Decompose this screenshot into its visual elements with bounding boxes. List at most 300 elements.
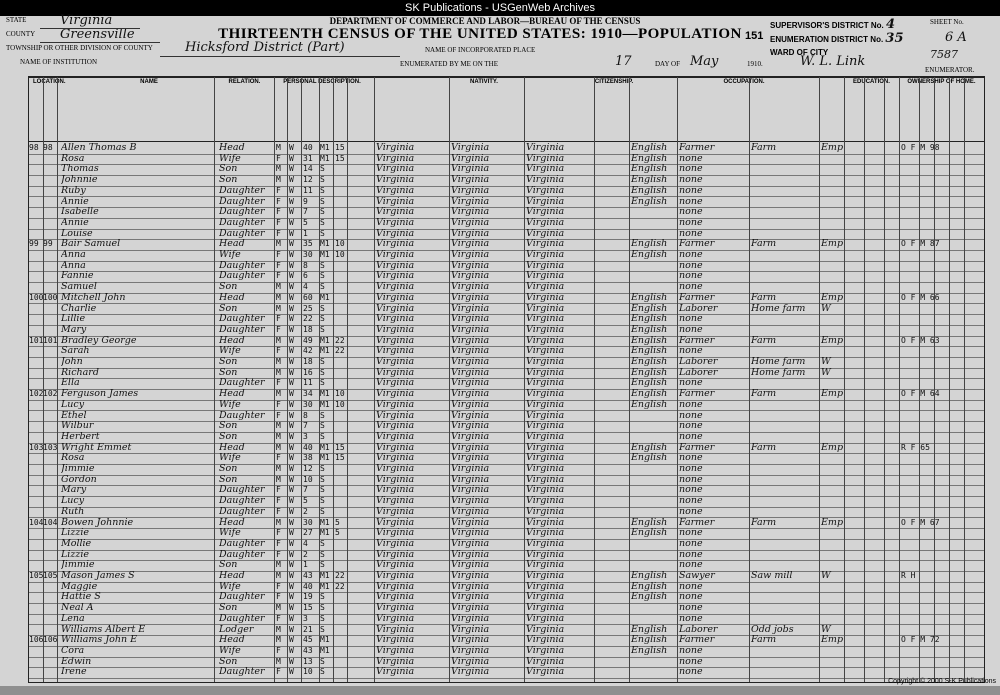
- cell-lang: [631, 207, 677, 218]
- cell-ms: S: [320, 485, 325, 495]
- cell-ind: [751, 560, 817, 571]
- column-rule: [749, 77, 750, 682]
- table-row: [29, 507, 984, 518]
- cell-age: 8: [303, 260, 308, 270]
- cell-lang: English: [631, 303, 668, 314]
- cell-birth: Virginia: [376, 421, 415, 432]
- cell-name: Rosa: [61, 153, 85, 164]
- col-personal: PERSONAL DESCRIPTION.: [283, 79, 361, 85]
- cell-fam: [43, 304, 57, 315]
- table-row: [29, 336, 984, 347]
- cell-yrs: [335, 421, 347, 432]
- cell-lang: English: [631, 175, 668, 186]
- cell-sex: F: [276, 217, 281, 227]
- cell-rel: Son: [219, 603, 238, 614]
- cell-age: 49: [303, 335, 313, 345]
- cell-lang: [631, 550, 677, 561]
- cell-rel: Head: [219, 335, 245, 346]
- cell-rel: Head: [219, 143, 245, 153]
- cell-lang: English: [631, 346, 668, 357]
- cell-ms: S: [320, 656, 325, 666]
- cell-emp: [821, 453, 843, 464]
- cell-race: W: [289, 346, 294, 356]
- cell-fbirth: Virginia: [451, 399, 490, 410]
- cell-sex: M: [276, 635, 281, 645]
- cell-fam: [43, 475, 57, 486]
- column-rule: [864, 77, 865, 682]
- cell-ms: M1: [320, 335, 330, 345]
- column-rule: [884, 77, 885, 682]
- table-row: [29, 250, 984, 261]
- cell-mbirth: Virginia: [526, 592, 565, 603]
- cell-fam: [43, 325, 57, 336]
- cell-emp: [821, 325, 843, 336]
- cell-mbirth: Virginia: [526, 645, 565, 656]
- cell-dw: [29, 378, 43, 389]
- cell-birth: Virginia: [376, 367, 415, 378]
- cell-ms: S: [320, 164, 325, 174]
- cell-fbirth: Virginia: [451, 185, 490, 196]
- cell-race: W: [289, 496, 294, 506]
- cell-ind: [751, 592, 817, 603]
- cell-fam: [43, 261, 57, 272]
- cell-fam: [43, 667, 57, 678]
- cell-mbirth: Virginia: [526, 496, 565, 507]
- cell-emp: [821, 614, 843, 625]
- cell-age: 14: [303, 164, 313, 174]
- cell-fbirth: Virginia: [451, 453, 490, 464]
- township-line: [160, 56, 400, 57]
- cell-lang: English: [631, 453, 668, 464]
- cell-emp: [821, 378, 843, 389]
- cell-lang: English: [631, 399, 668, 410]
- cell-fbirth: Virginia: [451, 143, 490, 153]
- cell-ind: [751, 346, 817, 357]
- column-rule: [57, 77, 58, 682]
- cell-lang: English: [631, 635, 668, 646]
- cell-ms: S: [320, 474, 325, 484]
- table-row: [29, 528, 984, 539]
- cell-sex: F: [276, 324, 281, 334]
- cell-mbirth: Virginia: [526, 667, 565, 678]
- cell-own: [901, 464, 981, 475]
- cell-race: W: [289, 635, 294, 645]
- col-name: NAME: [140, 79, 158, 85]
- month-value: May: [690, 54, 719, 69]
- cell-own: [901, 218, 981, 229]
- table-row: [29, 325, 984, 336]
- cell-yrs: [335, 485, 347, 496]
- cell-sex: M: [276, 357, 281, 366]
- cell-emp: [821, 411, 843, 422]
- cell-ms: S: [320, 357, 325, 366]
- cell-lang: [631, 411, 677, 422]
- cell-name: Rosa: [61, 453, 85, 464]
- cell-lang: English: [631, 239, 668, 250]
- table-row: [29, 186, 984, 197]
- cell-lang: English: [631, 196, 668, 207]
- cell-own: [901, 346, 981, 357]
- cell-own: [901, 411, 981, 422]
- cell-age: 30: [303, 399, 313, 409]
- department-heading: DEPARTMENT OF COMMERCE AND LABOR—BUREAU OF THE CENSUS: [329, 16, 641, 26]
- cell-rel: Son: [219, 357, 238, 367]
- cell-birth: Virginia: [376, 217, 415, 228]
- county-line: [40, 42, 160, 43]
- cell-own: [901, 550, 981, 561]
- cell-ms: M1: [320, 346, 330, 356]
- cell-birth: Virginia: [376, 335, 415, 346]
- cell-sex: F: [276, 399, 281, 409]
- cell-ms: M1: [320, 645, 330, 655]
- cell-mbirth: Virginia: [526, 260, 565, 271]
- cell-age: 1: [303, 228, 308, 238]
- cell-yrs: [335, 218, 347, 229]
- state-value: Virginia: [60, 13, 113, 28]
- cell-mbirth: Virginia: [526, 485, 565, 496]
- cell-name: Ferguson James: [61, 389, 139, 400]
- cell-dw: 100: [29, 292, 43, 302]
- cell-emp: [821, 485, 843, 496]
- cell-age: 7: [303, 207, 308, 217]
- cell-sex: M: [276, 335, 281, 345]
- cell-lang: English: [631, 367, 668, 378]
- cell-sex: F: [276, 581, 281, 591]
- cell-own: [901, 592, 981, 603]
- cell-fam: [43, 539, 57, 550]
- cell-fbirth: Virginia: [451, 271, 490, 282]
- cell-dw: 102: [29, 389, 43, 399]
- cell-fam: [43, 625, 57, 636]
- cell-lang: English: [631, 528, 668, 539]
- cell-yrs: [335, 164, 347, 175]
- enumerator-value: W. L. Link: [800, 54, 866, 69]
- cell-fam: [43, 207, 57, 218]
- cell-race: W: [289, 592, 294, 602]
- cell-emp: W: [821, 303, 831, 314]
- cell-fbirth: Virginia: [451, 367, 490, 378]
- cell-name: Johnnie: [61, 175, 98, 186]
- header-top-rule: [29, 77, 984, 78]
- cell-emp: W: [821, 624, 831, 635]
- township-label: TOWNSHIP OR OTHER DIVISION OF COUNTY: [6, 44, 153, 52]
- cell-dw: [29, 164, 43, 175]
- cell-occ: none: [679, 474, 703, 485]
- cell-ind: Odd jobs: [751, 624, 794, 635]
- cell-fam: [43, 646, 57, 657]
- table-row: [29, 614, 984, 625]
- cell-name: Irene: [61, 667, 87, 678]
- cell-mbirth: Virginia: [526, 389, 565, 400]
- cell-age: 10: [303, 667, 313, 677]
- cell-name: Herbert: [61, 431, 100, 442]
- cell-rel: Son: [219, 175, 238, 186]
- cell-age: 22: [303, 314, 313, 324]
- cell-occ: Farmer: [679, 442, 715, 453]
- cell-mbirth: Virginia: [526, 196, 565, 207]
- cell-own: R F 65: [901, 442, 930, 452]
- cell-dw: 99: [29, 239, 39, 249]
- cell-age: 45: [303, 635, 313, 645]
- cell-yrs: 10: [335, 239, 345, 249]
- cell-ms: M1: [320, 442, 330, 452]
- cell-fbirth: Virginia: [451, 517, 490, 528]
- cell-name: Allen Thomas B: [61, 143, 137, 153]
- cell-race: W: [289, 528, 294, 538]
- cell-ind: [751, 207, 817, 218]
- table-row: [29, 143, 984, 154]
- cell-own: [901, 304, 981, 315]
- cell-fam: [43, 229, 57, 240]
- cell-rel: Wife: [219, 453, 241, 464]
- cell-sex: F: [276, 613, 281, 623]
- cell-sex: F: [276, 153, 281, 163]
- table-row: [29, 518, 984, 529]
- cell-occ: none: [679, 538, 703, 549]
- cell-dw: [29, 475, 43, 486]
- cell-dw: [29, 314, 43, 325]
- cell-fam: [43, 421, 57, 432]
- cell-mbirth: Virginia: [526, 431, 565, 442]
- cell-race: W: [289, 656, 294, 666]
- cell-sex: M: [276, 282, 281, 292]
- cell-ind: [751, 378, 817, 389]
- cell-fbirth: Virginia: [451, 260, 490, 271]
- cell-own: [901, 421, 981, 432]
- cell-fam: [43, 507, 57, 518]
- cell-emp: [821, 539, 843, 550]
- cell-birth: Virginia: [376, 271, 415, 282]
- cell-lang: [631, 496, 677, 507]
- cell-birth: Virginia: [376, 303, 415, 314]
- cell-emp: [821, 657, 843, 668]
- cell-occ: none: [679, 153, 703, 164]
- cell-own: O F M 64: [901, 389, 940, 399]
- cell-occ: none: [679, 185, 703, 196]
- cell-birth: Virginia: [376, 560, 415, 571]
- cell-sex: F: [276, 453, 281, 463]
- table-row: [29, 475, 984, 486]
- cell-fbirth: Virginia: [451, 207, 490, 218]
- cell-name: Richard: [61, 367, 99, 378]
- cell-ind: [751, 496, 817, 507]
- cell-fbirth: Virginia: [451, 549, 490, 560]
- cell-rel: Head: [219, 442, 245, 453]
- column-rule: [964, 77, 965, 682]
- cell-ind: [751, 400, 817, 411]
- cell-ms: M1: [320, 528, 330, 538]
- cell-dw: [29, 304, 43, 315]
- cell-birth: Virginia: [376, 528, 415, 539]
- cell-rel: Wife: [219, 528, 241, 539]
- cell-yrs: [335, 539, 347, 550]
- cell-race: W: [289, 474, 294, 484]
- cell-ind: [751, 550, 817, 561]
- cell-fam: 101: [43, 335, 57, 345]
- table-row: [29, 218, 984, 229]
- cell-lang: English: [631, 571, 668, 581]
- cell-race: W: [289, 378, 294, 388]
- cell-fbirth: Virginia: [451, 538, 490, 549]
- cell-mbirth: Virginia: [526, 303, 565, 314]
- cell-birth: Virginia: [376, 389, 415, 400]
- cell-name: Mary: [61, 485, 87, 496]
- cell-race: W: [289, 421, 294, 431]
- cell-sex: F: [276, 667, 281, 677]
- cell-fbirth: Virginia: [451, 389, 490, 400]
- cell-own: [901, 229, 981, 240]
- cell-dw: [29, 550, 43, 561]
- cell-name: Lena: [61, 613, 85, 624]
- cell-sex: M: [276, 656, 281, 666]
- cell-race: W: [289, 175, 294, 185]
- cell-yrs: [335, 625, 347, 636]
- cell-age: 30: [303, 250, 313, 259]
- cell-sex: F: [276, 528, 281, 538]
- cell-rel: Wife: [219, 250, 241, 260]
- cell-name: Thomas: [61, 164, 99, 175]
- cell-occ: none: [679, 549, 703, 560]
- cell-age: 2: [303, 506, 308, 516]
- cell-age: 6: [303, 271, 308, 281]
- cell-own: O F M 98: [901, 143, 940, 152]
- cell-birth: Virginia: [376, 399, 415, 410]
- cell-yrs: [335, 592, 347, 603]
- cell-birth: Virginia: [376, 464, 415, 474]
- cell-rel: Son: [219, 282, 238, 293]
- cell-occ: none: [679, 506, 703, 517]
- cell-occ: none: [679, 603, 703, 614]
- copyright-notice: Copyright © 2000 S-K Publications: [888, 678, 996, 685]
- cell-yrs: [335, 378, 347, 389]
- cell-fam: [43, 346, 57, 357]
- cell-occ: Laborer: [679, 367, 718, 378]
- cell-dw: [29, 346, 43, 357]
- cell-occ: none: [679, 260, 703, 271]
- cell-fam: [43, 432, 57, 443]
- table-row: [29, 175, 984, 186]
- cell-fbirth: Virginia: [451, 196, 490, 207]
- cell-sex: F: [276, 485, 281, 495]
- cell-yrs: [335, 282, 347, 293]
- cell-rel: Daughter: [219, 667, 265, 678]
- cell-name: Charlie: [61, 303, 97, 314]
- cell-birth: Virginia: [376, 453, 415, 464]
- cell-emp: Emp: [821, 389, 843, 400]
- cell-age: 42: [303, 346, 313, 356]
- cell-sex: F: [276, 228, 281, 238]
- cell-name: Fannie: [61, 271, 94, 282]
- cell-emp: [821, 229, 843, 240]
- sheet-label: SHEET No.: [930, 18, 964, 26]
- cell-lang: [631, 603, 677, 614]
- archive-banner: SK Publications - USGenWeb Archives: [0, 0, 1000, 16]
- cell-fam: [43, 582, 57, 593]
- cell-dw: [29, 368, 43, 379]
- cell-fbirth: Virginia: [451, 357, 490, 367]
- cell-age: 19: [303, 592, 313, 602]
- cell-occ: none: [679, 324, 703, 335]
- cell-fbirth: Virginia: [451, 592, 490, 603]
- cell-fbirth: Virginia: [451, 656, 490, 667]
- cell-emp: [821, 582, 843, 593]
- cell-birth: Virginia: [376, 164, 415, 175]
- cell-mbirth: Virginia: [526, 571, 565, 581]
- cell-age: 43: [303, 645, 313, 655]
- cell-age: 2: [303, 549, 308, 559]
- column-rule: [819, 77, 820, 682]
- cell-lang: English: [631, 442, 668, 453]
- cell-age: 5: [303, 496, 308, 506]
- cell-mbirth: Virginia: [526, 453, 565, 464]
- cell-ms: S: [320, 217, 325, 227]
- column-rule: [919, 77, 920, 682]
- cell-dw: [29, 582, 43, 593]
- column-rule: [301, 77, 302, 682]
- township-value: Hicksford District (Part): [185, 40, 345, 55]
- cell-rel: Daughter: [219, 485, 265, 496]
- col-occupation: OCCUPATION.: [723, 79, 765, 85]
- cell-dw: [29, 411, 43, 422]
- cell-lang: English: [631, 335, 668, 346]
- cell-age: 5: [303, 217, 308, 227]
- cell-ms: M1: [320, 399, 330, 409]
- cell-lang: [631, 432, 677, 443]
- cell-own: [901, 186, 981, 197]
- cell-fbirth: Virginia: [451, 442, 490, 453]
- cell-emp: [821, 197, 843, 208]
- col-citizenship: CITIZENSHIP.: [594, 79, 634, 85]
- cell-fbirth: Virginia: [451, 496, 490, 507]
- cell-mbirth: Virginia: [526, 324, 565, 335]
- cell-birth: Virginia: [376, 346, 415, 357]
- cell-age: 43: [303, 571, 313, 580]
- cell-rel: Head: [219, 635, 245, 646]
- cell-ms: S: [320, 314, 325, 324]
- cell-emp: [821, 592, 843, 603]
- cell-birth: Virginia: [376, 357, 415, 367]
- cell-age: 60: [303, 292, 313, 302]
- table-row: [29, 304, 984, 315]
- cell-birth: Virginia: [376, 506, 415, 517]
- cell-race: W: [289, 271, 294, 281]
- cell-lang: [631, 464, 677, 475]
- table-row: [29, 378, 984, 389]
- table-row: [29, 314, 984, 325]
- cell-ms: M1: [320, 581, 330, 591]
- cell-occ: Farmer: [679, 635, 715, 646]
- cell-sex: F: [276, 207, 281, 217]
- cell-dw: [29, 464, 43, 475]
- cell-name: Edwin: [61, 656, 92, 667]
- cell-race: W: [289, 250, 294, 259]
- cell-occ: none: [679, 271, 703, 282]
- cell-age: 3: [303, 613, 308, 623]
- table-row: [29, 443, 984, 454]
- table-row: [29, 550, 984, 561]
- cell-birth: Virginia: [376, 613, 415, 624]
- cell-fbirth: Virginia: [451, 228, 490, 239]
- cell-lang: English: [631, 592, 668, 603]
- cell-age: 25: [303, 303, 313, 313]
- cell-own: [901, 657, 981, 668]
- cell-age: 10: [303, 474, 313, 484]
- cell-ms: M1: [320, 517, 330, 527]
- cell-fam: 105: [43, 571, 57, 580]
- cell-fbirth: Virginia: [451, 303, 490, 314]
- cell-own: [901, 282, 981, 293]
- cell-fam: [43, 378, 57, 389]
